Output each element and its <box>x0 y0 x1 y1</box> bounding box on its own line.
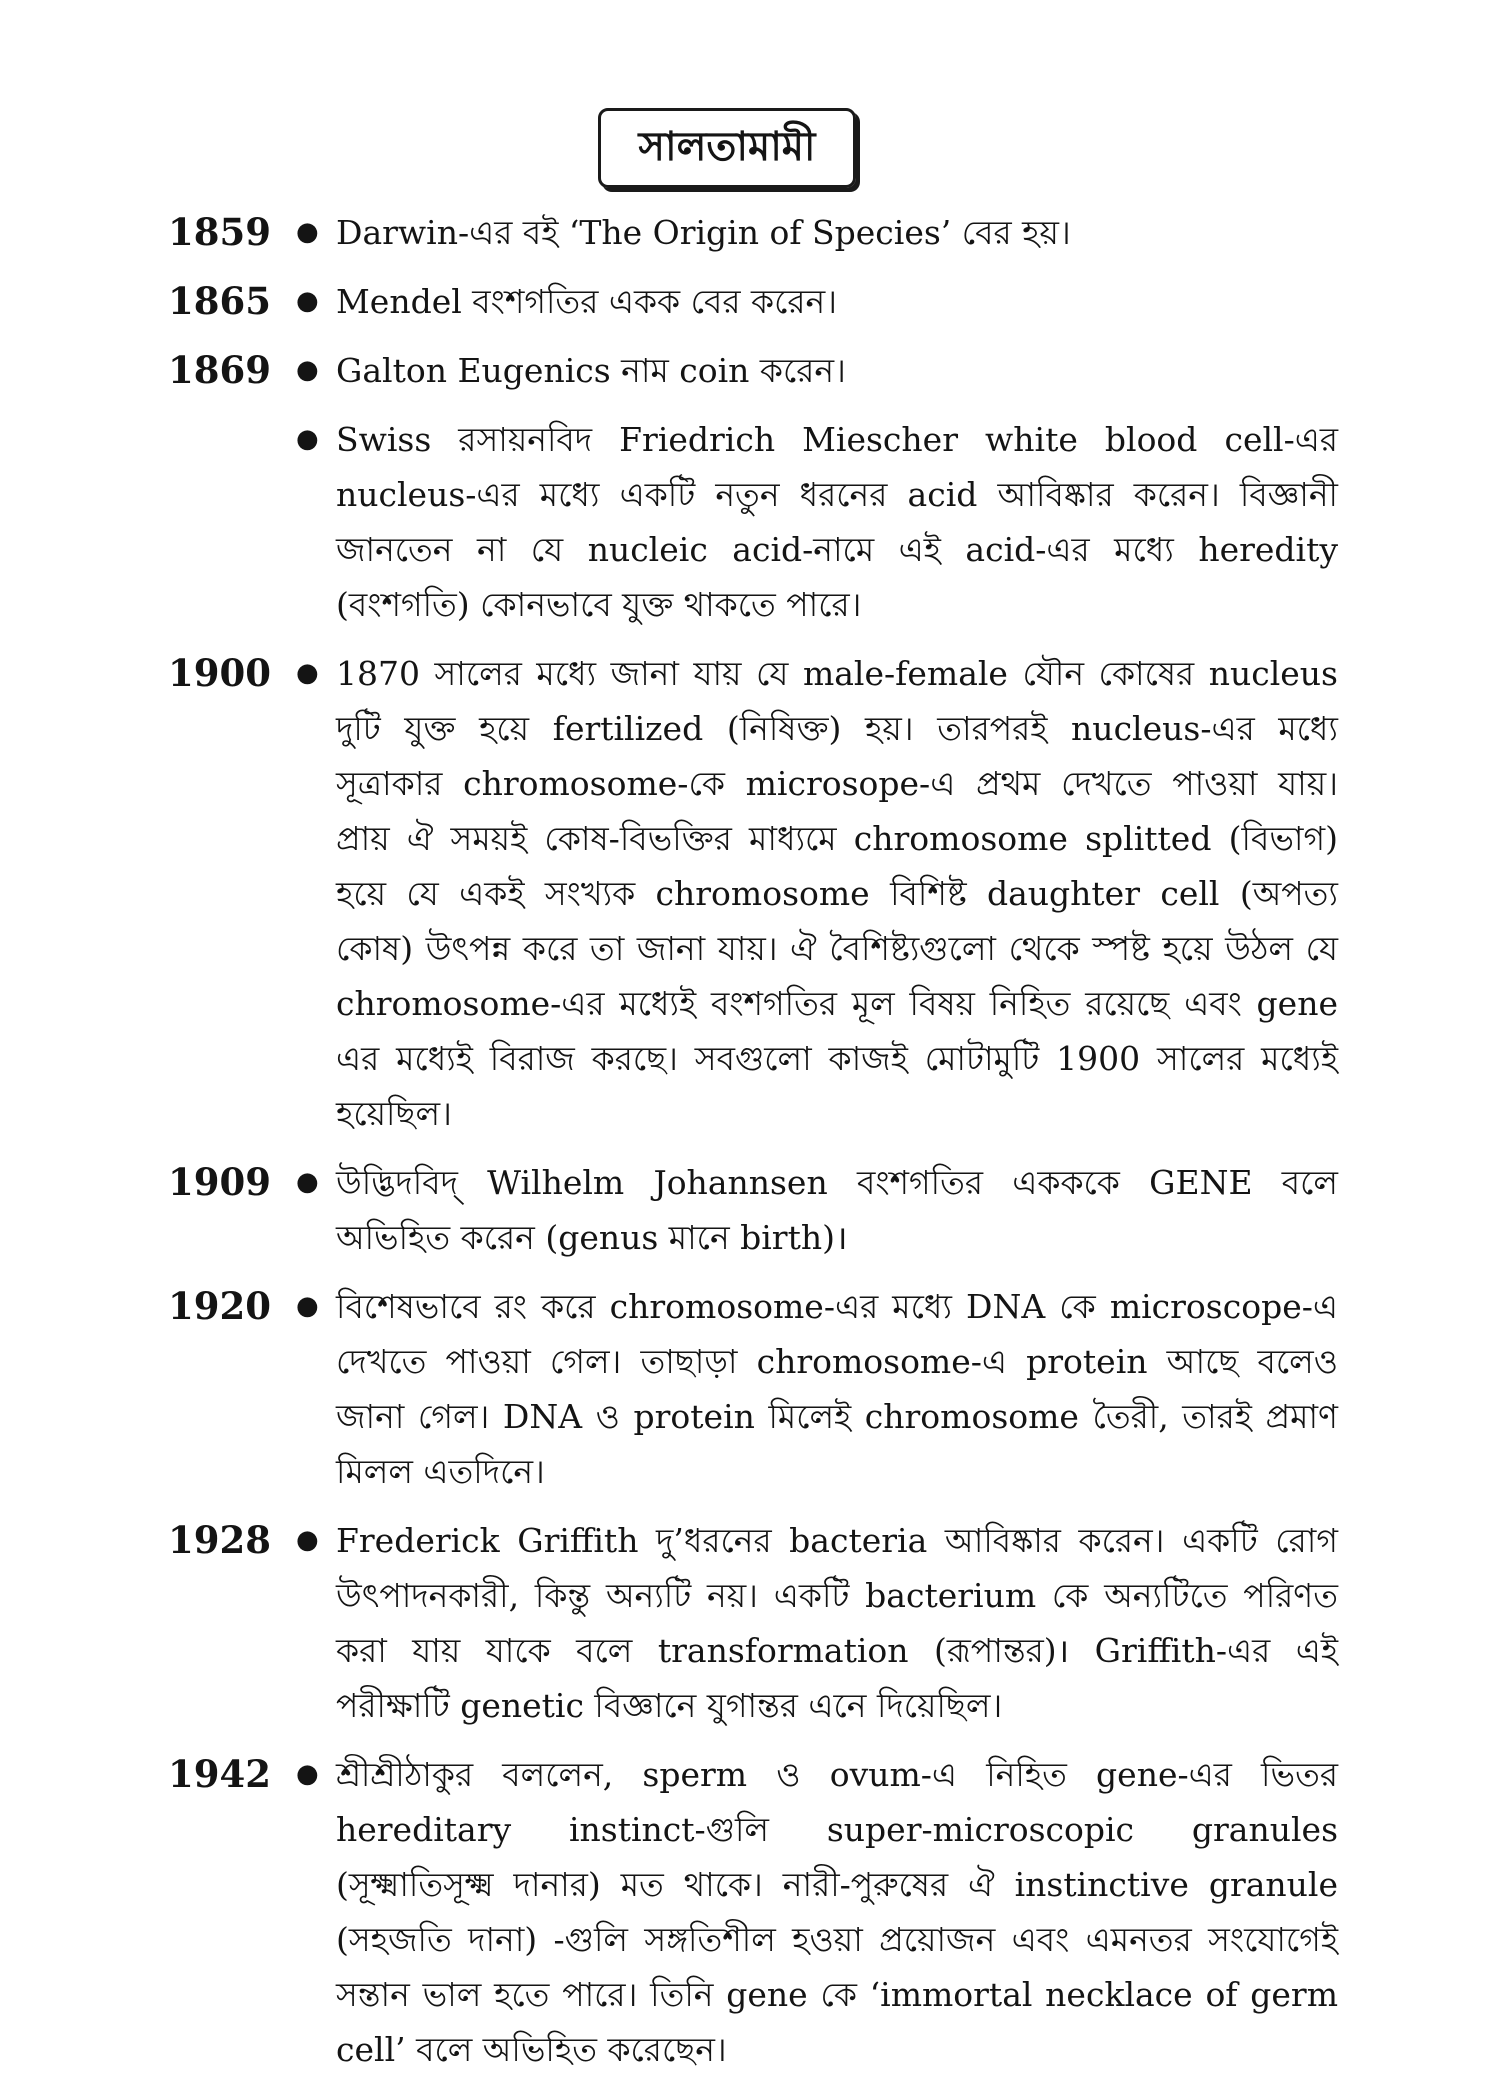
entry-year: 1869 <box>168 348 271 392</box>
entry-text: বিশেষভাবে রং করে chromosome-এর মধ্যে DNA কে microscope-এ দেখতে পাওয়া গেল। তাছাড়া chromosome-এ protein আছে বলেও জানা গেল। DNA ও protein মিলেই chromosome তৈরী, তারই প্রমাণ মিলল এতদিনে। <box>336 1287 1338 1491</box>
entry-year: 1920 <box>168 1284 271 1328</box>
bullet-icon: ● <box>296 217 319 247</box>
timeline-entry-1928 <box>168 1513 1338 1733</box>
timeline-entry-1859 <box>168 205 1338 260</box>
entry-text: উদ্ভিদবিদ্ Wilhelm Johannsen বংশগতির একককে GENE বলে অভিহিত করেন (genus মানে birth)। <box>336 1163 1338 1257</box>
entry-year: 1859 <box>168 210 271 254</box>
entry-text: 1870 সালের মধ্যে জানা যায় যে male-female যৌন কোষের nucleus দুটি যুক্ত হয়ে fertilized (নিষিক্ত) হয়। তারপরই nucleus-এর মধ্যে সূত্রাকার chromosome-কে microsope-এ প্রথম দেখতে পাওয়া যায়। প্রায় ঐ সময়ই কোষ-বিভক্তির মাধ্যমে chromosome splitted (বিভাগ) হয়ে যে একই সংখ্যক chromosome বিশিষ্ট daughter cell (অপত্য কোষ) উৎপন্ন করে তা জানা যায়। ঐ বৈশিষ্ট্যগুলো থেকে স্পষ্ট হয়ে উঠল যে chromosome-এর মধ্যেই বংশগতির মূল বিষয় নিহিত রয়েছে এবং gene এর মধ্যেই বিরাজ করছে। সবগুলো কাজই মোটামুটি 1900 সালের মধ্যেই হয়েছিল। <box>336 654 1338 1133</box>
entry-year: 1928 <box>168 1518 271 1562</box>
entry-text: শ্রীশ্রীঠাকুর বললেন, sperm ও ovum-এ নিহিত gene-এর ভিতর hereditary instinct-গুলি super-microscopic granules (সূক্ষ্মাতিসূক্ষ্ম দানার) মত থাকে। নারী-পুরুষের ঐ instinctive granule (সহজতি দানা) -গুলি সঙ্গতিশীল হওয়া প্রয়োজন এবং এমনতর সংযোগেই সন্তান ভাল হতে পারে। তিনি gene কে ‘immortal necklace of germ cell’ বলে অভিহিত করেছেন। <box>336 1755 1338 2069</box>
bullet-icon: ● <box>296 1525 319 1555</box>
entry-text: Darwin-এর বই ‘The Origin of Species’ বের হয়। <box>336 213 1071 252</box>
entry-year: 1900 <box>168 651 271 695</box>
timeline-list <box>168 205 1338 2091</box>
timeline-entry-1865 <box>168 274 1338 329</box>
entry-text: Galton Eugenics নাম coin করেন। <box>336 351 846 390</box>
timeline-entry-1920 <box>168 1279 1338 1499</box>
entry-text: Frederick Griffith দু’ধরনের bacteria আবিষ্কার করেন। একটি রোগ উৎপাদনকারী, কিন্তু অন্যটি নয়। একটি bacterium কে অন্যটিতে পরিণত করা যায় যাকে বলে transformation (রূপান্তর)। Griffith-এর এই পরীক্ষাটি genetic বিজ্ঞানে যুগান্তর এনে দিয়েছিল। <box>336 1521 1338 1725</box>
timeline-entry-1900 <box>168 646 1338 1141</box>
bullet-icon: ● <box>296 424 319 454</box>
bullet-icon: ● <box>296 1759 319 1789</box>
entry-text: Swiss রসায়নবিদ Friedrich Miescher white blood cell-এর nucleus-এর মধ্যে একটি নতুন ধরনের acid আবিষ্কার করেন। বিজ্ঞানী জানতেন না যে nucleic acid-নামে এই acid-এর মধ্যে heredity (বংশগতি) কোনভাবে যুক্ত থাকতে পারে। <box>336 420 1338 624</box>
entry-year: 1942 <box>168 1752 271 1796</box>
timeline-entry-1942 <box>168 1747 1338 2077</box>
entry-year: 1865 <box>168 279 271 323</box>
bullet-icon: ● <box>296 658 319 688</box>
page-title: সালতামামী <box>598 108 856 188</box>
entry-year: 1909 <box>168 1160 271 1204</box>
timeline-entry-1909 <box>168 1155 1338 1265</box>
timeline-entry-1869 <box>168 343 1338 398</box>
entry-text: Mendel বংশগতির একক বের করেন। <box>336 282 838 321</box>
bullet-icon: ● <box>296 1291 319 1321</box>
bullet-icon: ● <box>296 1167 319 1197</box>
bullet-icon: ● <box>296 286 319 316</box>
timeline-entry-1869-miescher <box>168 412 1338 632</box>
bullet-icon: ● <box>296 355 319 385</box>
